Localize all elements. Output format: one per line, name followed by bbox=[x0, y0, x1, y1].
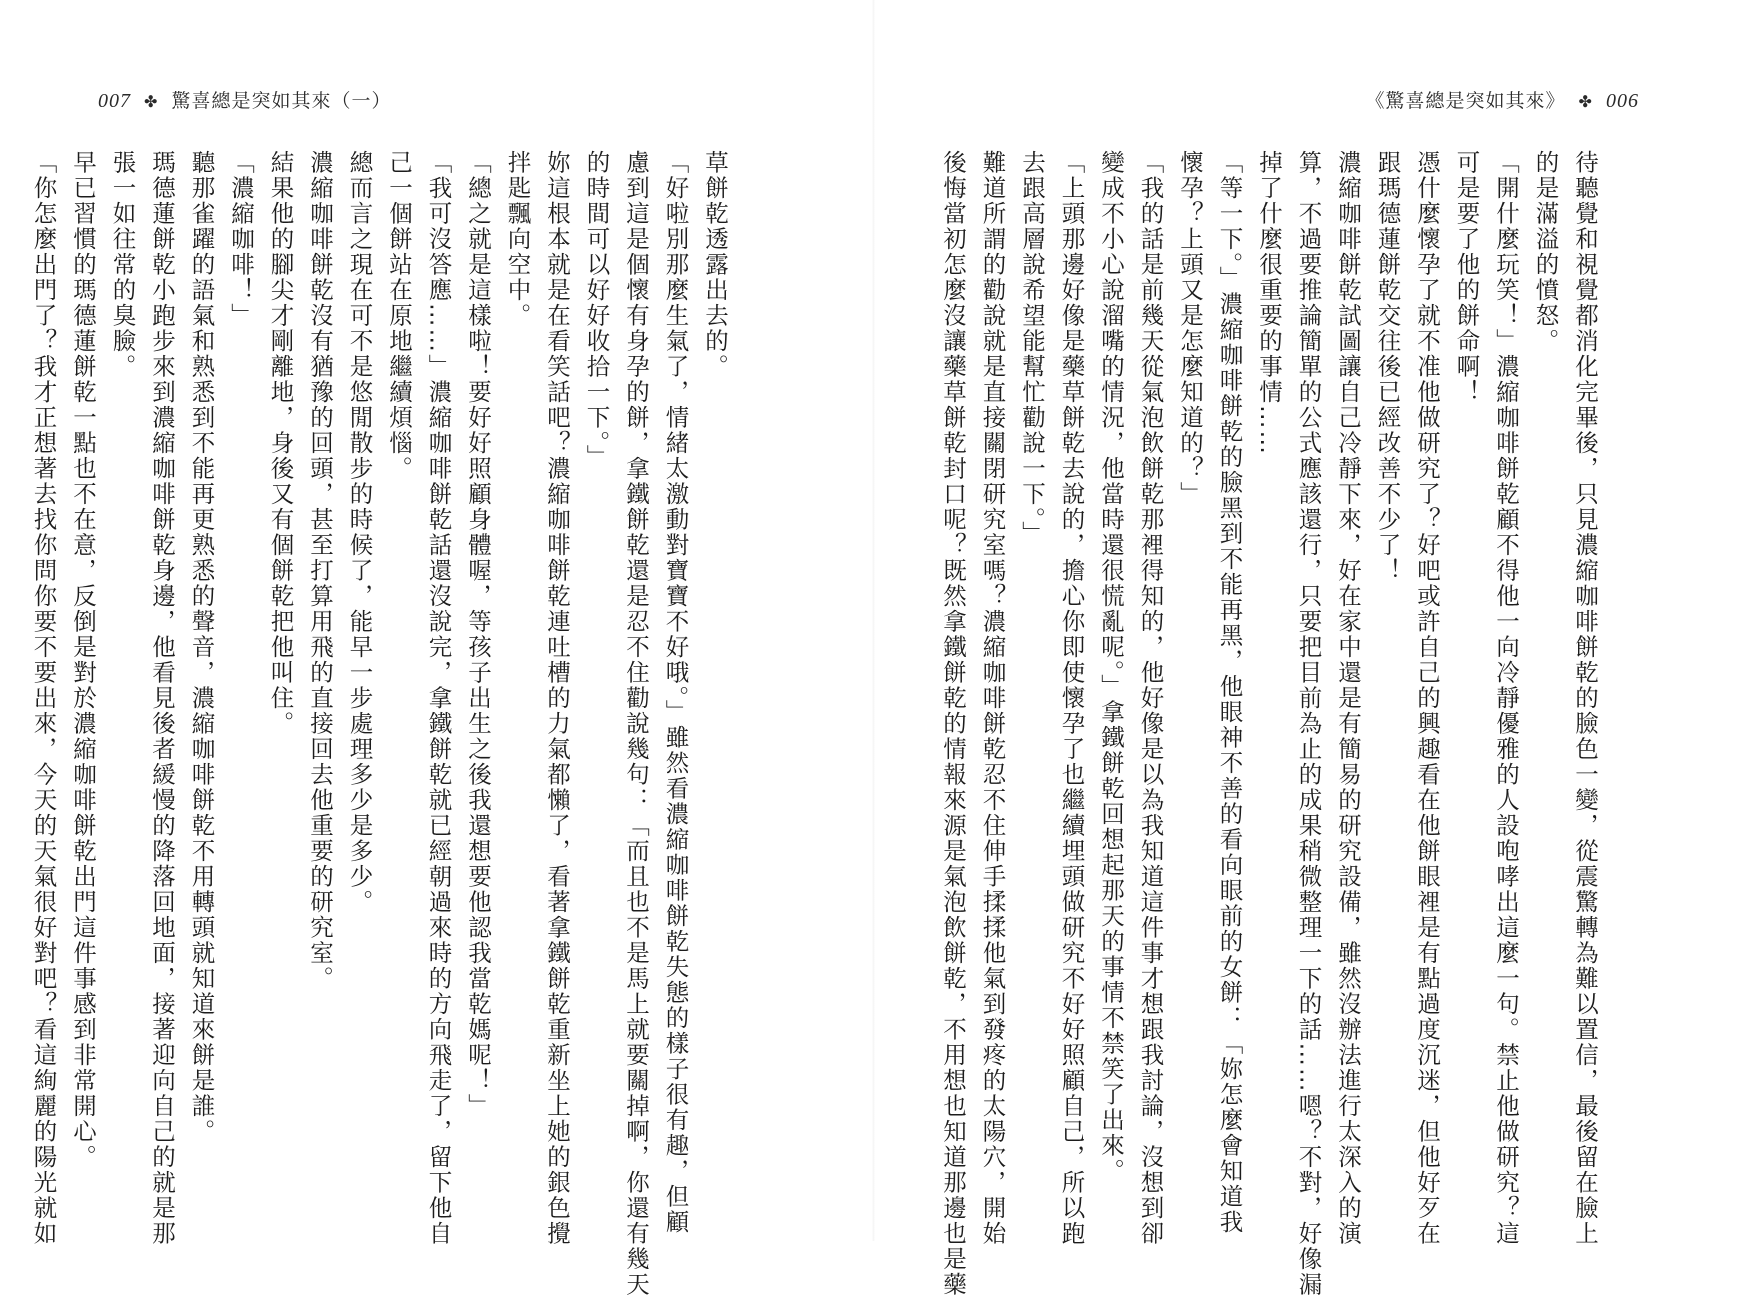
text-line: 「好啦別那麼生氣了，情緒太激動對寶寶不好哦。」雖然看濃縮咖啡餅乾失態的樣子很有趣，但顧 bbox=[661, 150, 690, 1235]
right-body-text bbox=[939, 150, 1604, 1298]
text-line: 跟瑪德蓮餅乾交往後已經改善不少了！ bbox=[1373, 150, 1402, 584]
text-line: 早已習慣的瑪德蓮餅乾一點也不在意，反倒是對於濃縮咖啡餅乾出門這件事感到非常開心。 bbox=[69, 150, 97, 1170]
text-line: 「我可沒答應……」濃縮咖啡餅乾話還沒說完，拿鐵餅乾就已經朝過來時的方向飛走了，留下他自 bbox=[424, 150, 453, 1247]
text-line: 的是滿溢的憤怒。 bbox=[1531, 150, 1560, 354]
right-running-header bbox=[1365, 86, 1639, 113]
text-line: 聽那雀躍的語氣和熟悉到不能再更熟悉的聲音，濃縮咖啡餅乾不用轉頭就知道來餅是誰。 bbox=[187, 150, 216, 1145]
text-line: 妳這根本就是在看笑話吧？濃縮咖啡餅乾連吐槽的力氣都懶了，看著拿鐵餅乾重新坐上她的銀色攪 bbox=[543, 150, 571, 1247]
text-line: 待聽覺和視覺都消化完畢後，只見濃縮咖啡餅乾的臉色一變，從震驚轉為難以置信，最後留在臉上 bbox=[1571, 150, 1599, 1247]
text-line: 去跟高層說希望能幫忙勸說一下。」 bbox=[1018, 150, 1046, 547]
text-line: 結果他的腳尖才剛離地，身後又有個餅乾把他叫住。 bbox=[266, 150, 295, 737]
text-line: 掉了什麼很重要的事情…… bbox=[1255, 150, 1283, 456]
left-page bbox=[0, 0, 874, 1298]
text-line: 總而言之現在可不是悠閒散步的時候了，能早一步處理多少是多少。 bbox=[345, 150, 374, 915]
text-line: 拌匙飄向空中。 bbox=[503, 150, 532, 329]
left-page-number: 007 bbox=[98, 90, 131, 112]
text-line: 瑪德蓮餅乾小跑步來到濃縮咖啡餅乾身邊，他看見後者緩慢的降落回地面，接著迎向自己的就是那 bbox=[148, 150, 176, 1247]
text-line: 己一個餅站在原地繼續煩惱。 bbox=[385, 150, 413, 482]
text-line: 變成不小心說溜嘴的情況，他當時還很慌亂呢。」拿鐵餅乾回想起那天的事情不禁笑了出來。 bbox=[1097, 150, 1125, 1184]
left-running-header bbox=[98, 86, 392, 113]
text-line: 的時間可以好好收拾一下。」 bbox=[582, 150, 611, 470]
text-line: 「上頭那邊好像是藥草餅乾去說的，擔心你即使懷孕了也繼續埋頭做研究不好好照顧自己，所以跑 bbox=[1057, 150, 1086, 1247]
text-line: 「等一下。」濃縮咖啡餅乾的臉黑到不能再黑，他眼神不善的看向眼前的女餅：「妳怎麼會知道我 bbox=[1215, 150, 1244, 1235]
left-header-title: 驚喜總是突如其來（一） bbox=[171, 90, 392, 112]
text-line: 難道所謂的勸說就是直接關閉研究室嗎？濃縮咖啡餅乾忍不住伸手揉揉他氣到發疼的太陽穴，開始 bbox=[978, 150, 1007, 1247]
text-line: 憑什麼懷孕了就不准他做研究了？好吧或許自己的興趣看在他餅眼裡是有點過度沉迷，但他好歹在 bbox=[1413, 150, 1441, 1247]
header-ornament-icon: ✤ bbox=[144, 92, 159, 111]
text-line: 濃縮咖啡餅乾沒有猶豫的回頭，甚至打算用飛的直接回去他重要的研究室。 bbox=[306, 150, 334, 992]
text-line: 「你怎麼出門了？我才正想著去找你問你要不要出來，今天的天氣很好對吧？看這絢麗的陽光就如 bbox=[29, 150, 58, 1247]
text-line: 後悔當初怎麼沒讓藥草餅乾封口呢？既然拿鐵餅乾的情報來源是氣泡飲餅乾，不用想也知道那邊也是藥 bbox=[939, 150, 967, 1298]
text-line: 「總之就是這樣啦！要好好照顧身體喔，等孩子出生之後我還想要他認我當乾媽呢！」 bbox=[464, 150, 492, 1119]
right-header-title: 《驚喜總是突如其來》 bbox=[1365, 90, 1566, 112]
right-page bbox=[875, 0, 1749, 1298]
right-page-number: 006 bbox=[1606, 90, 1639, 112]
text-line: 「開什麼玩笑！」濃縮咖啡餅乾顧不得他一向冷靜優雅的人設咆哮出這麼一句。禁止他做研究？這 bbox=[1492, 150, 1520, 1247]
left-body-text bbox=[29, 150, 734, 1298]
header-ornament-icon: ✤ bbox=[1578, 92, 1593, 111]
text-line: 「濃縮咖啡！」 bbox=[227, 150, 255, 329]
text-line: 可是要了他的餅命啊！ bbox=[1452, 150, 1481, 405]
text-line: 草餅乾透露出去的。 bbox=[701, 150, 729, 380]
text-line: 慮到這是個懷有身孕的餅，拿鐵餅乾還是忍不住勸說幾句：「而且也不是馬上就要關掉啊，你還有幾天 bbox=[622, 150, 650, 1298]
text-line: 懷孕？上頭又是怎麼知道的？」 bbox=[1176, 150, 1204, 507]
text-line: 「我的話是前幾天從氣泡飲餅乾那裡得知的，他好像是以為我知道這件事才想跟我討論，沒想到卻 bbox=[1136, 150, 1165, 1247]
text-line: 張一如往常的臭臉。 bbox=[108, 150, 137, 380]
text-line: 算，不過要推論簡單的公式應該還行，只要把目前為止的成果稍微整理一下的話……嗯？不對，好像漏 bbox=[1294, 150, 1323, 1298]
text-line: 濃縮咖啡餅乾試圖讓自己冷靜下來，好在家中還是有簡易的研究設備，雖然沒辦法進行太深入的演 bbox=[1334, 150, 1362, 1247]
